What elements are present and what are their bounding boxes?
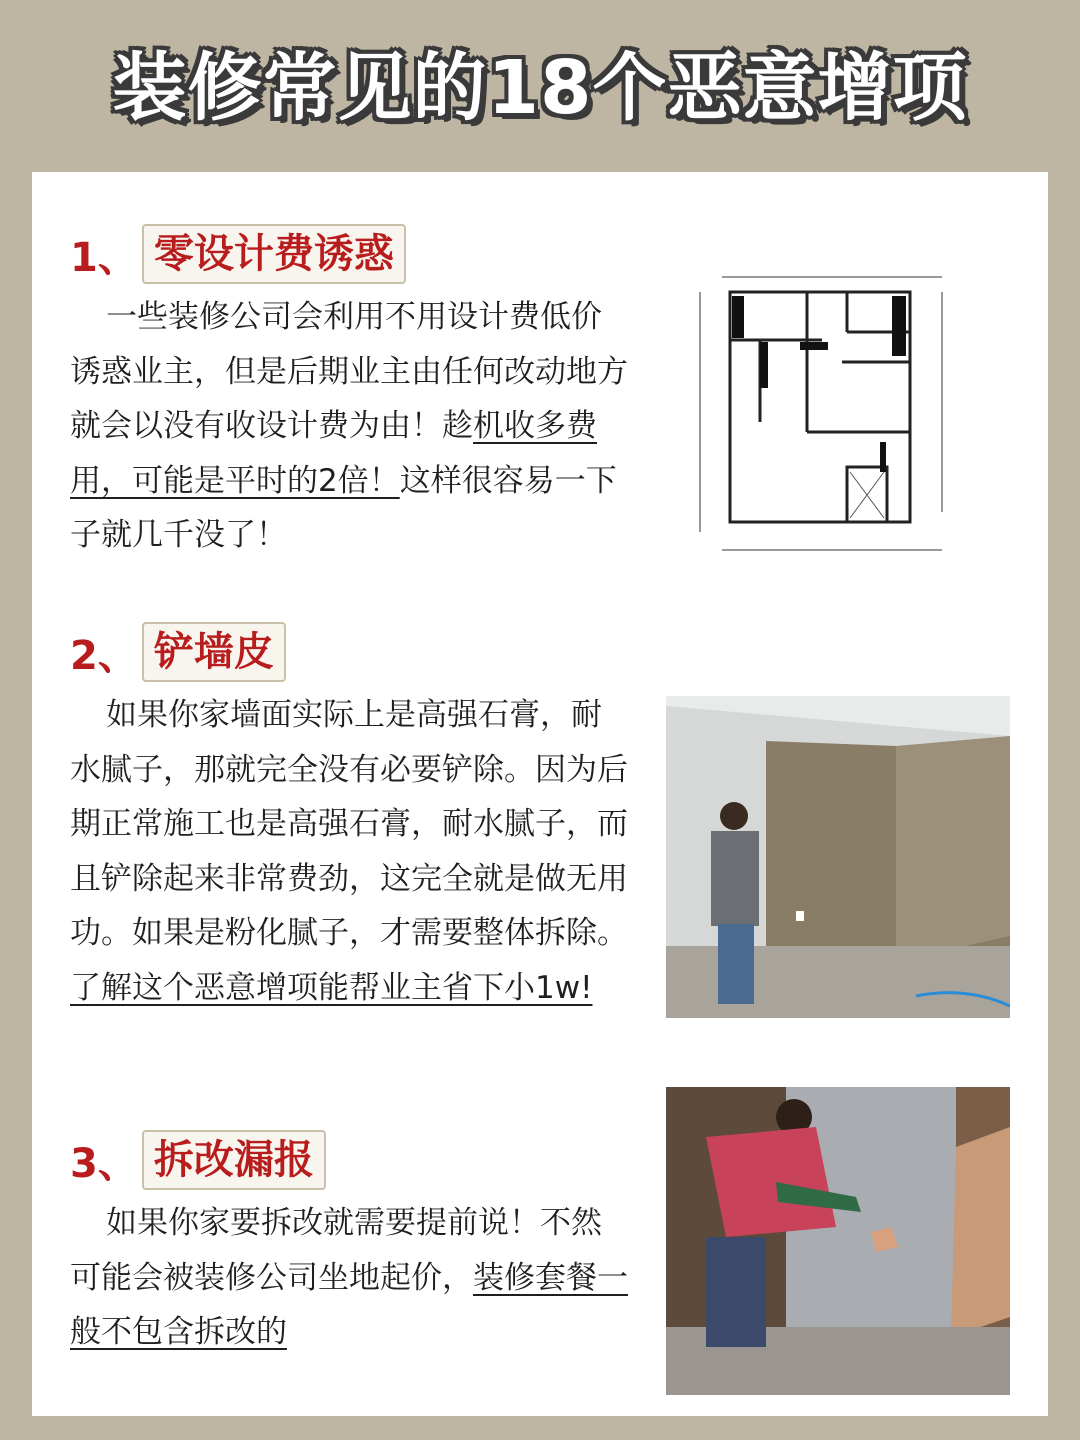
text-underline: 了解这个恶意增项能帮业主省下小1w! [70,969,593,1006]
section-heading [70,1130,630,1190]
section-title: 零设计费诱惑 [142,224,406,284]
section-number: 1、 [70,234,138,281]
section-text [70,1196,630,1360]
worker-scraping-wall-icon [666,696,1010,1018]
section-3 [70,1130,630,1360]
content-card [32,172,1048,1416]
section-text [70,290,630,563]
section-number: 3、 [70,1140,138,1187]
text-underline: 机收多费用，可能是平时的2倍！ [70,408,597,499]
wall-scraping-photo [666,696,1010,1018]
section-2 [70,622,630,1015]
section-1 [70,224,630,563]
section-title: 拆改漏报 [142,1130,326,1190]
section-heading [70,622,630,682]
text-plain: 如果你家要拆改就需要提前说！不然可能会被装修公司坐地起价， [70,1205,602,1296]
floor-plan-icon [692,272,972,562]
worker-drilling-wall-icon [666,1087,1010,1395]
section-text [70,688,630,1015]
section-number: 2、 [70,632,138,679]
floor-plan-image [692,272,972,562]
section-heading [70,224,630,284]
text-plain: 如果你家墙面实际上是高强石膏，耐水腻子，那就完全没有必要铲除。因为后期正常施工也是高强石膏，耐水腻子，而且铲除起来非常费劲，这完全就是做无用功。如果是粉化腻子，才需要整体拆除。 [70,697,628,951]
text-tail: 这样很容易一下子就几千没了！ [70,462,617,553]
text-plain: 一些装修公司会利用不用设计费低价诱惑业主，但是后期业主由任何改动地方就会以没有收设计费为由！趁 [70,299,628,444]
wall-drilling-photo [666,1087,1010,1395]
section-title: 铲墙皮 [142,622,286,682]
page-title: 装修常见的18个恶意增项 [112,45,968,131]
text-underline: 装修套餐一般不包含拆改的 [70,1259,628,1350]
